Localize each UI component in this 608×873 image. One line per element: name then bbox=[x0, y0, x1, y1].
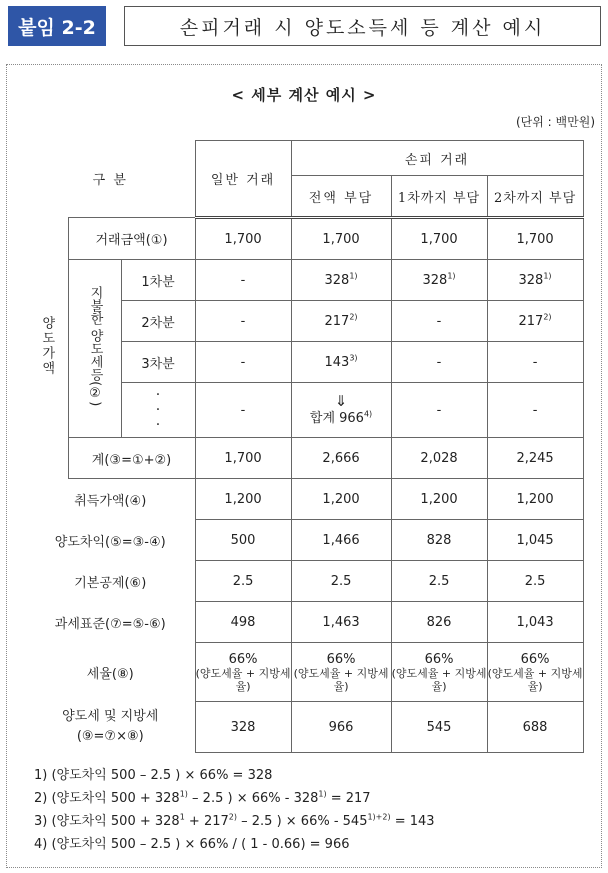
cell: 1,463 bbox=[291, 602, 391, 643]
row-label: 양도차익(⑤=③-④) bbox=[26, 520, 195, 561]
cell: 1,200 bbox=[195, 479, 291, 520]
cell: 66% (양도세율 + 지방세율) bbox=[291, 643, 391, 702]
cell: 2.5 bbox=[291, 561, 391, 602]
table-row bbox=[26, 561, 583, 602]
cell: 2,666 bbox=[291, 438, 391, 479]
cell: - bbox=[195, 260, 291, 301]
group-label-cell bbox=[26, 218, 68, 479]
footnote-3: 3) (양도차익 $500 + 328^1 + 217^{2)} - 2.5$ ) × $66\% - 545^{1)+2)} = 143$ bbox=[34, 812, 435, 829]
cell: 1,200 bbox=[487, 479, 583, 520]
row-label: 계(③=①+②) bbox=[68, 438, 195, 479]
cell: 1,466 bbox=[291, 520, 391, 561]
row-label: 취득가액(④) bbox=[26, 479, 195, 520]
table-row bbox=[26, 438, 583, 479]
cell: - bbox=[391, 342, 487, 383]
header-general: 일반 거래 bbox=[195, 141, 291, 218]
cell: 328$^{1)}$ bbox=[291, 260, 391, 301]
cell: 1,700 bbox=[195, 218, 291, 260]
header-full: 전액 부담 bbox=[291, 176, 391, 218]
cell: 545 bbox=[391, 702, 487, 753]
cell: 328 bbox=[195, 702, 291, 753]
cell: 66% (양도세율 + 지방세율) bbox=[195, 643, 291, 702]
table-row bbox=[26, 643, 583, 702]
row-label: 양도세 및 지방세 (⑨=⑦×⑧) bbox=[26, 702, 195, 753]
cell: 498 bbox=[195, 602, 291, 643]
cell: 217$^{2)}$ bbox=[291, 301, 391, 342]
appendix-badge: 붙임 2-2 bbox=[8, 6, 106, 46]
row-label: 거래금액(①) bbox=[68, 218, 195, 260]
row-label: 2차분 bbox=[121, 301, 195, 342]
row-label: 기본공제(⑥) bbox=[26, 561, 195, 602]
cell: 328$^{1)}$ bbox=[391, 260, 487, 301]
cell: 1,700 bbox=[291, 218, 391, 260]
row-label-dots: · · · bbox=[121, 383, 195, 438]
cell: 688 bbox=[487, 702, 583, 753]
cell: - bbox=[195, 342, 291, 383]
footnotes bbox=[34, 764, 435, 856]
row-label: 과세표준(⑦=⑤-⑥) bbox=[26, 602, 195, 643]
table-row bbox=[26, 479, 583, 520]
cell: 217$^{2)}$ bbox=[487, 301, 583, 342]
cell: - bbox=[391, 383, 487, 438]
cell: 828 bbox=[391, 520, 487, 561]
row-label: 1차분 bbox=[121, 260, 195, 301]
footnote-2: 2) (양도차익 $500 + 328^{1)} - 2.5$ ) × $66\% - 328^{1)} = 217$ bbox=[34, 789, 371, 806]
group-label: 양도가액 bbox=[39, 316, 55, 376]
cell: 1,045 bbox=[487, 520, 583, 561]
header-sonpi: 손피 거래 bbox=[291, 141, 583, 176]
cell: - bbox=[195, 301, 291, 342]
cell: 2.5 bbox=[195, 561, 291, 602]
header-second: 2차까지 부담 bbox=[487, 176, 583, 218]
table-row bbox=[26, 218, 583, 260]
cell: - bbox=[195, 383, 291, 438]
cell: 2.5 bbox=[391, 561, 487, 602]
calculation-table bbox=[26, 140, 584, 753]
table-row bbox=[26, 520, 583, 561]
cell: 66% (양도세율 + 지방세율) bbox=[487, 643, 583, 702]
cell: 2,245 bbox=[487, 438, 583, 479]
cell: 1,700 bbox=[487, 218, 583, 260]
cell: 966 bbox=[291, 702, 391, 753]
page-title: 손피거래 시 양도소득세 등 계산 예시 bbox=[124, 6, 601, 46]
table-row bbox=[26, 602, 583, 643]
paid-tax-label: 지불한 양도세등(②) bbox=[87, 286, 103, 407]
cell: 1,200 bbox=[291, 479, 391, 520]
cell: 2,028 bbox=[391, 438, 487, 479]
cell: 1,700 bbox=[195, 438, 291, 479]
footnote-1: 1) (양도차익 500 – 2.5 ) × 66% = 328 bbox=[34, 768, 273, 783]
cell: - bbox=[487, 342, 583, 383]
header-category: 구 분 bbox=[26, 141, 195, 218]
cell: - bbox=[487, 383, 583, 438]
header-first: 1차까지 부담 bbox=[391, 176, 487, 218]
cell: 143$^{3)}$ bbox=[291, 342, 391, 383]
cell: 1,043 bbox=[487, 602, 583, 643]
row-label: 3차분 bbox=[121, 342, 195, 383]
cell: 1,200 bbox=[391, 479, 487, 520]
footnote-4: 4) (양도차익 500 – 2.5 ) × 66% / ( 1 - 0.66) = 966 bbox=[34, 837, 350, 852]
cell: 2.5 bbox=[487, 561, 583, 602]
paid-tax-label-cell bbox=[68, 260, 121, 438]
cell: 66% (양도세율 + 지방세율) bbox=[391, 643, 487, 702]
table-row bbox=[26, 260, 583, 301]
cell: 500 bbox=[195, 520, 291, 561]
table-row bbox=[26, 702, 583, 753]
cell: 826 bbox=[391, 602, 487, 643]
cell: 328$^{1)}$ bbox=[487, 260, 583, 301]
section-subtitle: < 세부 계산 예시 > bbox=[231, 86, 377, 104]
row-label: 세율(⑧) bbox=[26, 643, 195, 702]
down-arrow-icon: ⇓ bbox=[334, 392, 348, 410]
cell: 1,700 bbox=[391, 218, 487, 260]
cell: - bbox=[391, 301, 487, 342]
cell: ⇓ 합계 966$^{4)}$ bbox=[291, 383, 391, 438]
unit-label: (단위 : 백만원) bbox=[516, 115, 595, 129]
